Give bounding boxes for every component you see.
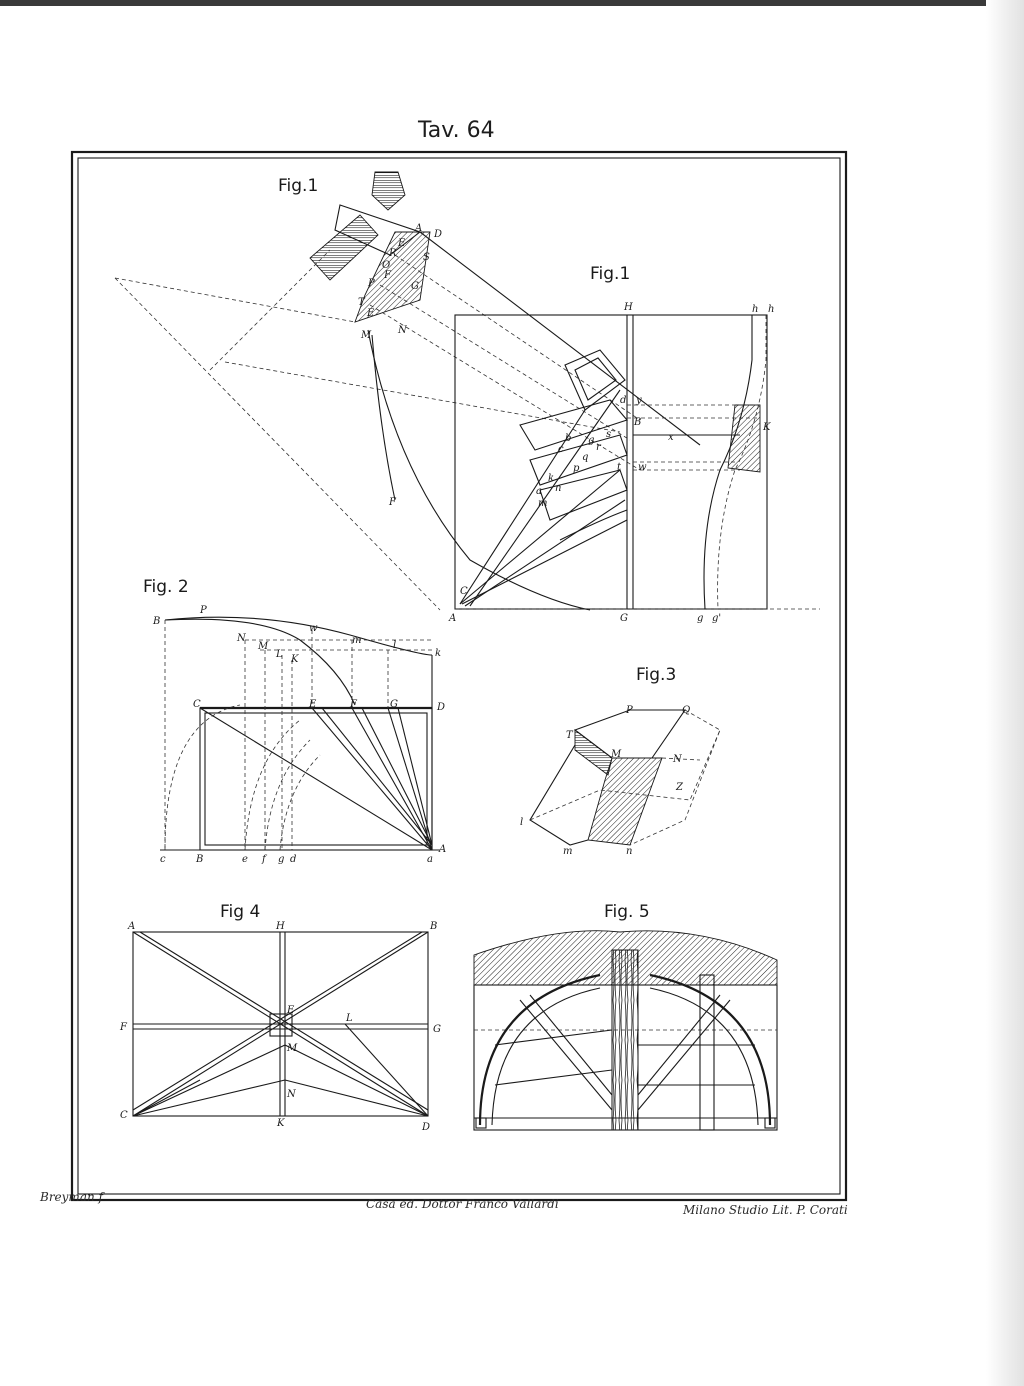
fig1-right-label-h2: h xyxy=(768,304,775,315)
fig4-title: Fig 4 xyxy=(220,902,261,922)
fig2-arc-f xyxy=(265,740,310,850)
fig1-right-label-k: k xyxy=(548,473,555,484)
figure-1-right xyxy=(448,264,820,624)
fig1-right-beam-end-inner xyxy=(575,358,616,400)
fig1-right-label-b: b xyxy=(565,433,572,444)
figure-4 xyxy=(119,902,441,1133)
fig1-left-projection-1 xyxy=(115,278,355,322)
fig2-label-B: B xyxy=(153,616,161,627)
fig4-label-E: E xyxy=(287,1005,295,1016)
fig5-left-tie-lower xyxy=(495,1070,612,1085)
fig4-brace-D-L xyxy=(345,1024,428,1116)
fig2-arc-c xyxy=(165,705,240,850)
fig3-left-face xyxy=(530,745,588,845)
fig5-central-post xyxy=(612,950,638,1130)
fig1-left-label-G: G xyxy=(411,281,419,292)
fig1-right-title: Fig.1 xyxy=(590,264,631,284)
fig2-label-B2: B xyxy=(196,854,204,865)
fig1-right-label-r: r xyxy=(596,442,601,453)
fig1-right-label-d: d xyxy=(620,395,627,406)
fig2-diagonal-curve xyxy=(165,619,355,705)
plate-title: Tav. 64 xyxy=(418,118,495,143)
fig1-right-label-h1: h xyxy=(752,304,759,315)
fig1-right-label-C: C xyxy=(460,586,468,597)
fig1-left-title: Fig.1 xyxy=(278,176,319,196)
fig2-label-c: c xyxy=(160,854,166,865)
fig4-label-M: M xyxy=(287,1043,298,1054)
credit-lithographer: Milano Studio Lit. P. Corati xyxy=(683,1203,848,1217)
fig1-right-label-c: c xyxy=(558,444,564,455)
fig4-label-L: L xyxy=(346,1013,353,1024)
fig2-rafter-F2 xyxy=(362,708,432,845)
fig2-label-k: k xyxy=(435,648,442,659)
fig3-label-P: P xyxy=(626,705,633,716)
fig4-label-K: K xyxy=(277,1118,285,1129)
fig1-left-main-diagonal xyxy=(420,232,700,445)
fig5-left-tie xyxy=(495,1030,612,1045)
fig2-rafter-G xyxy=(388,708,432,850)
fig2-label-g: g xyxy=(278,854,285,865)
fig2-label-w: w xyxy=(309,623,318,634)
fig2-label-E: E xyxy=(309,699,317,710)
fig2-label-m: m xyxy=(352,635,362,646)
fig4-brace-D-N xyxy=(285,1080,428,1116)
fig4-label-D: D xyxy=(422,1122,431,1133)
fig1-left-column-block xyxy=(310,215,378,280)
fig2-label-M: M xyxy=(258,641,269,652)
fig3-label-m: m xyxy=(563,846,573,857)
fig1-right-label-H: H xyxy=(624,302,633,313)
fig3-label-l: l xyxy=(520,817,524,828)
fig4-brace-D-M xyxy=(285,1045,428,1116)
fig4-label-N: N xyxy=(287,1089,296,1100)
fig1-left-guide-b xyxy=(380,285,630,440)
fig4-label-A: A xyxy=(128,921,136,932)
fig5-right-arch-outer xyxy=(650,975,770,1125)
fig2-label-N: N xyxy=(237,633,246,644)
fig4-brace-C-M xyxy=(133,1045,285,1116)
fig1-right-label-g-prime: g' xyxy=(712,613,722,624)
plate-frame xyxy=(72,152,846,1200)
fig1-left-label-F: F xyxy=(384,270,391,281)
fig2-label-D: D xyxy=(437,702,446,713)
fig5-title: Fig. 5 xyxy=(604,902,650,922)
fig1-right-label-a: a xyxy=(536,486,542,497)
fig1-left-label-D: D xyxy=(434,229,443,240)
fig5-right-arch-inner xyxy=(650,988,758,1125)
figure-1-left xyxy=(115,172,700,610)
fig2-label-F: F xyxy=(350,699,357,710)
fig2-label-f: f xyxy=(262,854,266,865)
fig3-dark-face xyxy=(575,730,612,775)
fig3-label-M: M xyxy=(611,749,622,760)
fig1-left-cap-profile xyxy=(372,172,405,210)
fig1-right-label-w: w xyxy=(638,462,647,473)
fig1-right-label-n: n xyxy=(555,483,562,494)
fig4-label-G: G xyxy=(433,1024,441,1035)
fig1-right-label-m: m xyxy=(538,498,548,509)
credit-engraver: Breyman f xyxy=(40,1190,103,1204)
fig1-left-label-E2: E xyxy=(367,308,375,319)
fig1-left-label-N: N xyxy=(398,325,407,336)
fig4-label-F: F xyxy=(120,1022,127,1033)
fig4-brace-C-short xyxy=(133,1080,200,1116)
fig2-label-d: d xyxy=(290,854,297,865)
fig2-diagonal-C-A xyxy=(200,708,432,850)
fig3-hatched-face xyxy=(588,758,662,845)
fig2-upper-curve xyxy=(165,617,432,655)
fig1-right-label-y: y xyxy=(636,395,642,406)
fig4-label-C: C xyxy=(120,1110,128,1121)
fig1-left-projection-2 xyxy=(115,278,440,610)
fig1-right-label-p: p xyxy=(573,463,580,474)
fig4-center-block xyxy=(270,1014,292,1036)
fig1-left-label-F2: F xyxy=(389,497,396,508)
fig1-right-label-B: B xyxy=(634,417,642,428)
figure-5 xyxy=(474,902,777,1130)
fig2-label-K: K xyxy=(291,654,299,665)
fig2-label-l: l xyxy=(393,640,397,651)
fig1-left-label-O: O xyxy=(382,260,391,271)
fig2-label-e: e xyxy=(242,854,248,865)
credit-publisher: Casa ed. Dottor Franco Vallardi xyxy=(366,1197,559,1211)
fig4-label-H: H xyxy=(276,921,285,932)
fig2-title: Fig. 2 xyxy=(143,577,189,597)
fig1-right-label-q: q xyxy=(582,452,589,463)
fig5-left-brace-2 xyxy=(530,995,612,1095)
fig2-rafter-E xyxy=(312,708,432,850)
fig2-label-a: a xyxy=(427,854,433,865)
fig5-left-arch-inner xyxy=(492,988,600,1125)
fig4-label-B: B xyxy=(430,921,438,932)
fig3-label-n: n xyxy=(626,846,633,857)
fig2-label-G: G xyxy=(390,699,398,710)
fig1-right-label-x: x xyxy=(668,432,674,443)
fig3-label-N: N xyxy=(673,754,682,765)
fig1-left-label-T: T xyxy=(358,297,365,308)
fig1-left-projection-3 xyxy=(210,250,330,370)
fig1-left-label-M: M xyxy=(361,330,372,341)
fig4-brace-C-N xyxy=(133,1080,285,1116)
fig1-right-label-s: s xyxy=(606,429,612,440)
fig3-title: Fig.3 xyxy=(636,665,677,685)
fig1-left-label-E: E xyxy=(398,238,406,249)
fig1-left-label-S: S xyxy=(423,252,430,263)
fig1-right-label-G: G xyxy=(620,613,628,624)
figure-3 xyxy=(520,665,720,857)
fig1-right-crossbeam-1 xyxy=(520,400,627,450)
fig1-right-label-g: g xyxy=(697,613,704,624)
fig3-label-Q: Q xyxy=(682,705,691,716)
fig2-label-C: C xyxy=(193,699,201,710)
fig1-left-label-A: A xyxy=(415,223,423,234)
fig1-right-label-t: t xyxy=(617,462,622,473)
fig3-label-Z: Z xyxy=(676,782,683,793)
fig5-left-arch-outer xyxy=(480,975,600,1125)
fig1-right-label-K: K xyxy=(763,422,771,433)
fig1-left-label-R: R xyxy=(389,248,397,259)
fig1-right-crossbeam-2 xyxy=(530,435,627,485)
fig5-right-brace-1 xyxy=(638,1000,730,1110)
figure-2 xyxy=(143,577,446,865)
fig2-label-P: P xyxy=(200,605,207,616)
fig1-right-label-A: A xyxy=(449,613,457,624)
fig5-left-brace-1 xyxy=(520,1000,612,1110)
fig3-label-T: T xyxy=(566,730,573,741)
fig1-right-label-g: g xyxy=(588,435,595,446)
fig2-label-A: A xyxy=(439,844,447,855)
fig2-rafter-F xyxy=(352,708,432,850)
fig2-label-L: L xyxy=(276,649,283,660)
fig1-left-label-P: P xyxy=(368,278,375,289)
